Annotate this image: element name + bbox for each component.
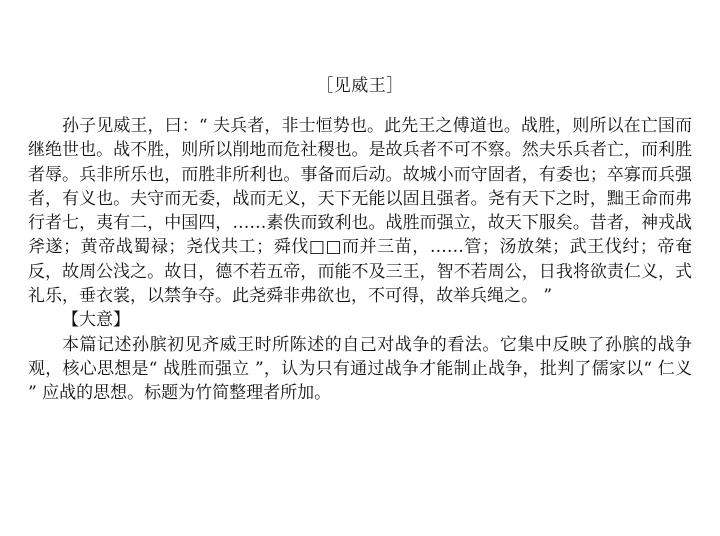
section-heading: 【大意】 xyxy=(62,310,130,331)
main-text-paragraph: 孙子见威王，曰：“ 夫兵者，非士恒势也。此先王之傅道也。战胜，则所以在亡国而继绝世也。战不胜，则所以削地而危社稷也。是故兵者不可不察。然夫乐兵者亡，而利胜者辱。兵非所乐也，而胜非所利也。事备而后动。故城小而守固者，有委也；卒寡而兵强者，有义也。夫守而无委，战而无义，天下无能以固且强者。尧有天下之时，黜王命而弗行者七，夷有二，中国四，……素佚而致利也。战胜而强立，故天下服矣。昔者，神戎战斧遂；黄帝战蜀禄；尧伐共工；舜伐□□而并三苗，……管；汤放桀；武王伐纣；帝奄反，故周公浅之。故日，德不若五帝，而能不及三王，智不若周公，日我将欲责仁义，式礼乐，垂衣裳，以禁争夺。此尧舜非弗欲也，不可得，故举兵绳之。 ” xyxy=(28,116,692,307)
summary-paragraph: 本篇记述孙膑初见齐威王时所陈述的自己对战争的看法。它集中反映了孙膑的战争观，核心思想是“ 战胜而强立 ”，认为只有通过战争才能制止战争，批判了儒家以“ 仁义 ” 应战的思想。标题为竹简整理者所加。 xyxy=(28,334,692,404)
document-page xyxy=(28,66,692,406)
document-title: ［见威王］ xyxy=(316,76,404,96)
